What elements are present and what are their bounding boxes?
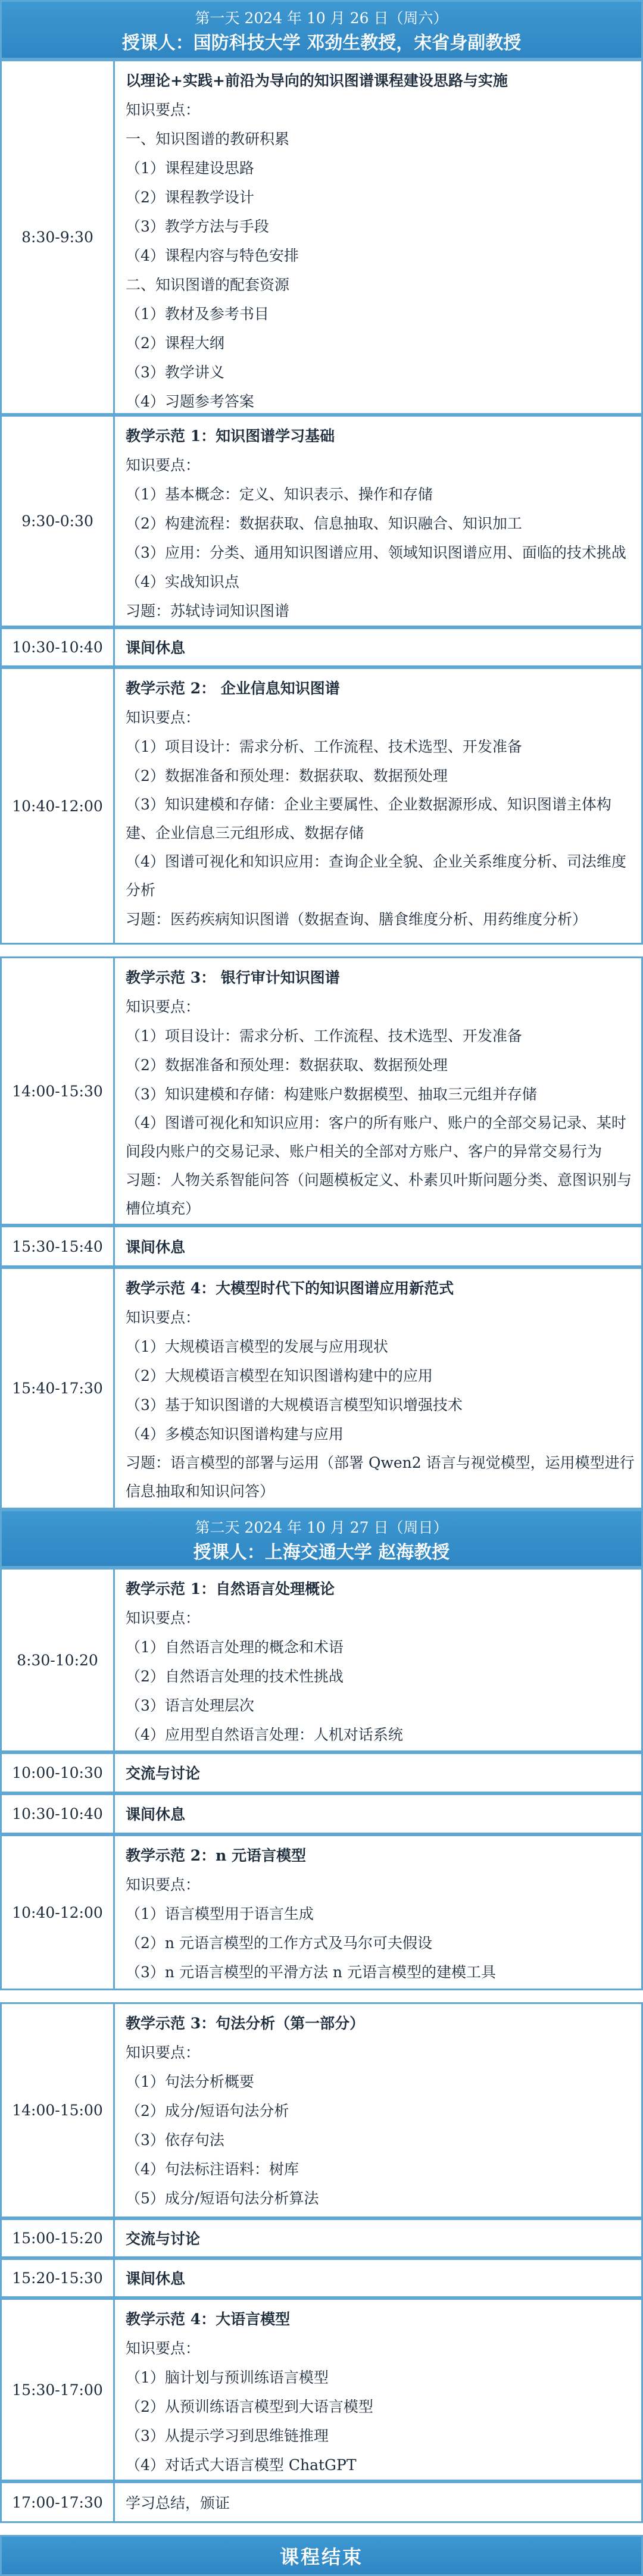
- session-time: 9:30-0:30: [2, 417, 115, 626]
- session-content: [115, 2300, 641, 2480]
- session-line: 知识要点：: [126, 998, 201, 1015]
- session-time: 17:00-17:30: [2, 2483, 115, 2521]
- session-line: （3）教学讲义: [126, 364, 224, 381]
- session-title: 教学示范 1：知识图谱学习基础: [126, 427, 335, 445]
- break-row: [0, 1793, 643, 1834]
- session-line: 习题：人物关系智能问答（问题模板定义、朴素贝叶斯问题分类、意图识别与槽位填充）: [126, 1171, 632, 1217]
- session-title: 以理论+实践+前沿为导向的知识图谱课程建设思路与实施: [126, 72, 508, 89]
- course-end-label: 课程结束: [279, 2545, 363, 2568]
- session-line: （1）句法分析概要: [126, 2073, 254, 2090]
- session-content: [115, 669, 641, 943]
- session-title: 教学示范 4：大语言模型: [126, 2311, 291, 2328]
- session-content: [115, 2220, 641, 2256]
- summary-row: [0, 2481, 643, 2523]
- session-line: （1）自然语言处理的概念和术语: [126, 1639, 344, 1656]
- session-line: （4）图谱可视化和知识应用：查询企业全貌、企业关系维度分析、司法维度分析: [126, 853, 626, 899]
- session-line: （2）从预训练语言模型到大语言模型: [126, 2398, 373, 2415]
- session-line: 知识要点：: [126, 1609, 201, 1627]
- session-content: [115, 1754, 641, 1792]
- session-line: （4）图谱可视化和知识应用：客户的所有账户、账户的全部交易记录、某时间段内账户的交易记录、账户相关的全部对方账户、客户的异常交易行为: [126, 1114, 626, 1160]
- session-time: 15:40-17:30: [2, 1269, 115, 1508]
- session-time: 14:00-15:30: [2, 958, 115, 1224]
- session-line: 二、知识图谱的配套资源: [126, 276, 290, 293]
- session-line: （4）多模态知识图谱构建与应用: [126, 1425, 344, 1443]
- session-title: 教学示范 3： 银行审计知识图谱: [126, 969, 340, 986]
- session-time: 10:40-12:00: [2, 1836, 115, 1989]
- session-line: （2）数据准备和预处理：数据获取、数据预处理: [126, 767, 448, 784]
- break-label: 课间休息: [126, 1806, 186, 1823]
- session-line: 知识要点：: [126, 2340, 201, 2357]
- section-gap: [0, 1990, 643, 2002]
- session-line: （1）基本概念：定义、知识表示、操作和存储: [126, 486, 433, 503]
- session-title: 教学示范 2：n 元语言模型: [126, 1847, 306, 1864]
- session-content: [115, 629, 641, 665]
- session-line: （4）实战知识点: [126, 573, 239, 590]
- session-line: （3）依存句法: [126, 2131, 224, 2149]
- session-row: [0, 2002, 643, 2218]
- session-line: （2）n 元语言模型的工作方式及马尔可夫假设: [126, 1934, 432, 1952]
- session-row: [0, 1267, 643, 1509]
- session-content: [115, 2260, 641, 2296]
- course-end-banner: [0, 2535, 643, 2576]
- session-row: [0, 956, 643, 1226]
- session-content: [115, 2004, 641, 2217]
- session-title: 教学示范 3：句法分析（第一部分）: [126, 2015, 365, 2032]
- session-line: （2）自然语言处理的技术性挑战: [126, 1668, 344, 1685]
- summary-label: 学习总结，颁证: [126, 2494, 230, 2512]
- session-time: 10:40-12:00: [2, 669, 115, 943]
- session-content: [115, 1795, 641, 1833]
- session-content: [115, 1269, 641, 1508]
- session-line: （1）项目设计：需求分析、工作流程、技术选型、开发准备: [126, 738, 522, 755]
- session-row: [0, 60, 643, 415]
- day2-banner: [0, 1509, 643, 1568]
- session-line: （1）教材及参考书目: [126, 305, 269, 323]
- session-line: （5）成分/短语句法分析算法: [126, 2190, 319, 2207]
- session-row: [0, 1568, 643, 1752]
- session-line: （4）课程内容与特色安排: [126, 247, 299, 264]
- session-line: （2）数据准备和预处理：数据获取、数据预处理: [126, 1056, 448, 1074]
- session-row: [0, 415, 643, 627]
- session-line: 知识要点：: [126, 709, 201, 726]
- session-time: 15:30-17:00: [2, 2300, 115, 2480]
- session-line: 习题：苏轼诗词知识图谱: [126, 602, 290, 620]
- session-line: 知识要点：: [126, 2044, 201, 2061]
- break-row: [0, 1226, 643, 1267]
- session-row: [0, 2298, 643, 2481]
- session-time: 10:30-10:40: [2, 629, 115, 665]
- session-line: （1）项目设计：需求分析、工作流程、技术选型、开发准备: [126, 1027, 522, 1045]
- session-line: （3）知识建模和存储：企业主要属性、企业数据源形成、知识图谱主体构建、企业信息三元组形成、数据存储: [126, 796, 611, 842]
- session-line: （3）语言处理层次: [126, 1697, 254, 1714]
- session-title: 教学示范 2： 企业信息知识图谱: [126, 680, 340, 697]
- break-label: 课间休息: [126, 639, 186, 656]
- session-line: （3）应用：分类、通用知识图谱应用、领域知识图谱应用、面临的技术挑战: [126, 544, 626, 561]
- session-line: （1）语言模型用于语言生成: [126, 1905, 314, 1922]
- session-content: [115, 1227, 641, 1265]
- session-line: 一、知识图谱的教研积累: [126, 130, 290, 148]
- session-row: [0, 667, 643, 945]
- session-line: （2）课程教学设计: [126, 189, 254, 206]
- session-line: 知识要点：: [126, 457, 201, 474]
- session-content: [115, 1836, 641, 1989]
- session-line: （4）句法标注语料：树库: [126, 2161, 299, 2178]
- section-gap: [0, 2523, 643, 2535]
- session-line: 习题：语言模型的部署与运用（部署 Qwen2 语言与视觉模型，运用模型进行信息抽取和知识问答）: [126, 1454, 635, 1500]
- session-line: 知识要点：: [126, 1309, 201, 1326]
- session-line: （2）大规模语言模型在知识图谱构建中的应用: [126, 1367, 433, 1384]
- day1-lecturers: 授课人：国防科技大学 邓劲生教授，宋省身副教授: [121, 33, 522, 54]
- section-gap: [0, 945, 643, 956]
- session-time: 14:00-15:00: [2, 2004, 115, 2217]
- session-line: （4）习题参考答案: [126, 393, 254, 410]
- discussion-row: [0, 2218, 643, 2258]
- day2-lecturers: 授课人：上海交通大学 赵海教授: [193, 1542, 450, 1563]
- session-line: （4）应用型自然语言处理：人机对话系统: [126, 1726, 403, 1743]
- session-time: 8:30-10:20: [2, 1570, 115, 1750]
- session-content: [115, 61, 641, 413]
- session-line: （3）基于知识图谱的大规模语言模型知识增强技术: [126, 1396, 463, 1414]
- session-line: （3）知识建模和存储：构建账户数据模型、抽取三元组并存储: [126, 1086, 537, 1103]
- day2-title: 第二天 2024 年 10 月 27 日（周日）: [195, 1519, 448, 1536]
- session-content: [115, 417, 641, 626]
- session-time: 15:20-15:30: [2, 2260, 115, 2296]
- break-row: [0, 627, 643, 667]
- session-title: 教学示范 1：自然语言处理概论: [126, 1580, 335, 1598]
- day1-banner: [0, 0, 643, 60]
- session-line: 习题：医药疾病知识图谱（数据查询、膳食维度分析、用药维度分析）: [126, 911, 588, 928]
- session-line: （3）教学方法与手段: [126, 218, 269, 235]
- session-content: [115, 2483, 641, 2521]
- session-line: （3）n 元语言模型的平滑方法 n 元语言模型的建模工具: [126, 1964, 496, 1981]
- session-time: 15:00-15:20: [2, 2220, 115, 2256]
- session-line: （1）脑计划与预训练语言模型: [126, 2369, 329, 2386]
- day1-title: 第一天 2024 年 10 月 26 日（周六）: [195, 10, 448, 27]
- session-time: 15:30-15:40: [2, 1227, 115, 1265]
- session-time: 10:30-10:40: [2, 1795, 115, 1833]
- discussion-row: [0, 1752, 643, 1793]
- session-title: 教学示范 4：大模型时代下的知识图谱应用新范式: [126, 1280, 454, 1297]
- discussion-label: 交流与讨论: [126, 2230, 201, 2247]
- session-line: （2）构建流程：数据获取、信息抽取、知识融合、知识加工: [126, 515, 522, 532]
- session-line: （1）课程建设思路: [126, 160, 254, 177]
- session-line: 知识要点：: [126, 101, 201, 118]
- session-line: （2）课程大纲: [126, 334, 224, 352]
- discussion-label: 交流与讨论: [126, 1765, 201, 1782]
- break-label: 课间休息: [126, 2270, 186, 2287]
- break-row: [0, 2258, 643, 2298]
- session-time: 10:00-10:30: [2, 1754, 115, 1792]
- session-row: [0, 1834, 643, 1990]
- session-line: （4）对话式大语言模型 ChatGPT: [126, 2456, 357, 2474]
- session-line: 知识要点：: [126, 1876, 201, 1893]
- session-line: （1）大规模语言模型的发展与应用现状: [126, 1338, 388, 1355]
- break-label: 课间休息: [126, 1238, 186, 1256]
- session-content: [115, 1570, 641, 1750]
- session-content: [115, 958, 641, 1224]
- session-line: （3）从提示学习到思维链推理: [126, 2427, 329, 2444]
- session-time: 8:30-9:30: [2, 61, 115, 413]
- session-line: （2）成分/短语句法分析: [126, 2102, 289, 2119]
